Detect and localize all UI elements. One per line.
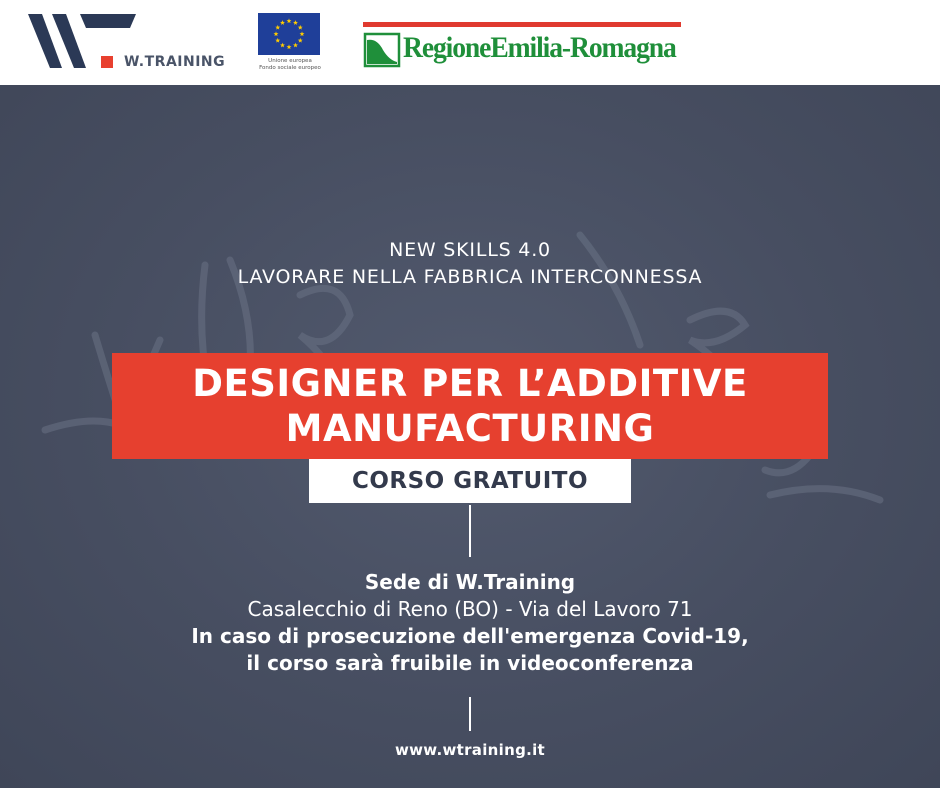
eu-logo [258, 13, 322, 71]
website-link[interactable]: www.wtraining.it [394, 741, 546, 759]
program-line-1: NEW SKILLS 4.0 [389, 239, 551, 261]
course-title-line-2: MANUFACTURING [285, 407, 655, 450]
eu-logo-caption: Unione europea Fondo sociale europeo [259, 58, 321, 71]
covid-notice-line-2: il corso sarà fruibile in videoconferenza [246, 651, 694, 675]
w-training-logo-text: W.TRAINING [124, 54, 226, 70]
free-course-badge [309, 459, 631, 503]
divider-line-bottom [469, 697, 471, 731]
emilia-romagna-emblem-icon [363, 30, 403, 68]
free-course-label: CORSO GRATUITO [351, 468, 589, 494]
region-logo [363, 22, 681, 70]
covid-notice-line-1: In caso di prosecuzione dell'emergenza Covid-19, [191, 624, 749, 648]
course-title [112, 361, 828, 451]
program-heading [0, 237, 940, 291]
divider-line-top [469, 505, 471, 557]
eu-flag-icon [258, 13, 320, 55]
program-line-2: LAVORARE NELLA FABBRICA INTERCONNESSA [237, 266, 703, 288]
course-title-banner [112, 353, 828, 459]
location-address: Casalecchio di Reno (BO) - Via del Lavoro 71 [247, 597, 693, 621]
location-name: Sede di W.Training [364, 570, 576, 594]
w-training-logo-square [101, 56, 113, 68]
course-title-line-1: DESIGNER PER L’ADDITIVE [192, 362, 748, 405]
w-training-logo-icon [28, 14, 138, 70]
region-logo-text: RegioneEmilia-Romagna [403, 31, 676, 64]
chalkboard-background [0, 85, 940, 788]
course-info [0, 569, 940, 677]
region-logo-red-line [363, 22, 681, 27]
header-bar [0, 0, 940, 85]
